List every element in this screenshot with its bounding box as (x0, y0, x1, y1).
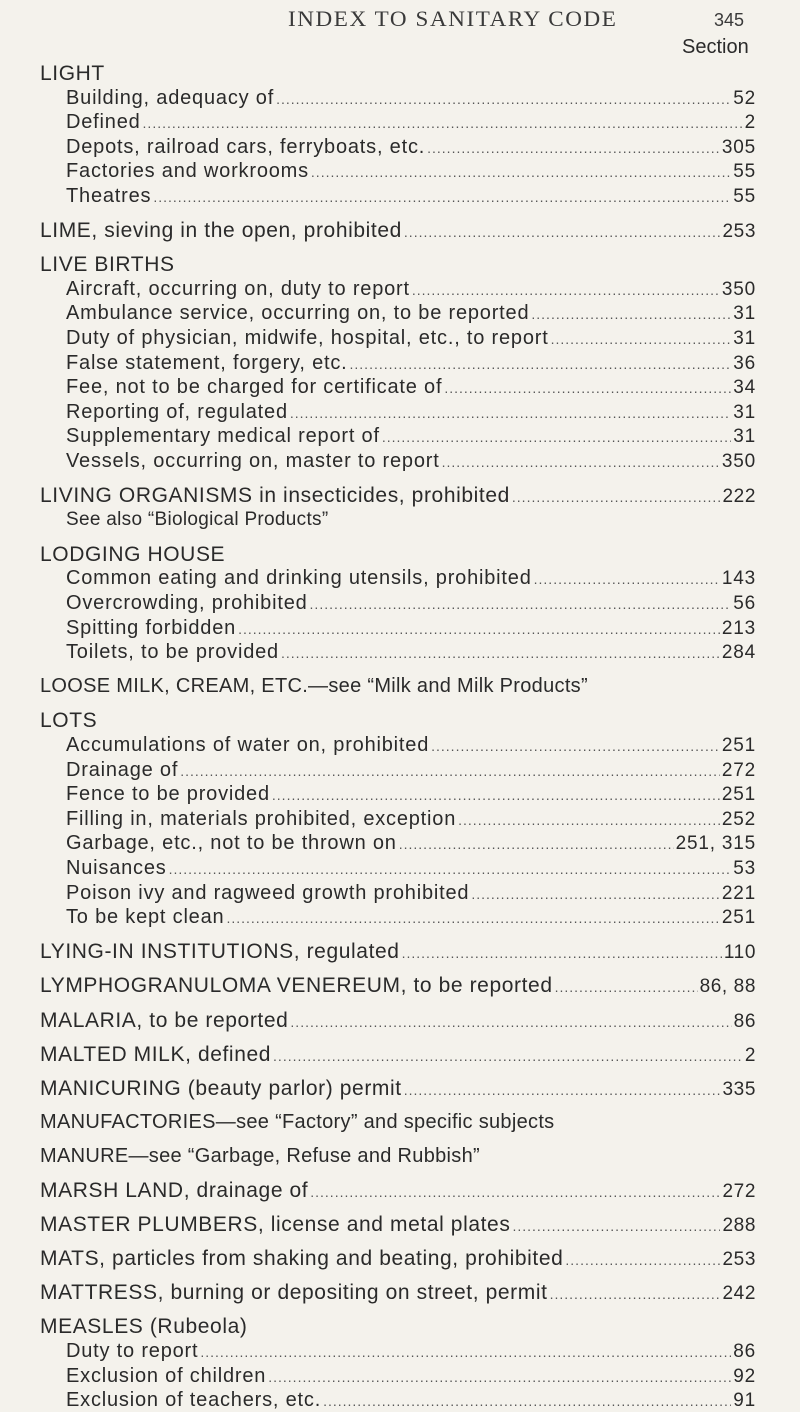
dot-leader (412, 282, 720, 298)
index-subentry (66, 376, 756, 399)
dot-leader (399, 836, 674, 852)
dot-leader (281, 645, 720, 661)
dot-leader (169, 861, 732, 877)
running-title: INDEX TO SANITARY CODE (288, 6, 618, 31)
index-heading-cross-reference: LOOSE MILK, CREAM, ETC.—see “Milk and Milk Products” (40, 675, 588, 698)
entry-label: MANICURING (beauty parlor) permit (40, 1076, 402, 1100)
entry-label: Duty to report (66, 1340, 199, 1362)
entry-label: Nuisances (66, 857, 167, 879)
dot-leader (290, 1014, 731, 1030)
entry-label: Overcrowding, prohibited (66, 592, 308, 614)
entry-label: Defined (66, 111, 141, 134)
dot-leader (180, 763, 720, 779)
entry-label: MARSH LAND, drainage of (40, 1179, 309, 1202)
running-head (0, 6, 800, 34)
index-subentry (66, 302, 756, 325)
dot-leader (310, 1184, 720, 1200)
entry-label: Ambulance service, occurring on, to be reported (66, 302, 530, 325)
section-reference: 36 (733, 352, 756, 374)
dot-leader (427, 140, 720, 156)
index-subentry (66, 857, 756, 880)
page-number: 345 (714, 10, 745, 30)
entry-label: MASTER PLUMBERS, license and metal plates (40, 1213, 511, 1237)
index-heading (40, 219, 756, 243)
index-subentry (66, 617, 756, 640)
dot-leader (531, 306, 731, 322)
index-heading: LOTS (40, 709, 98, 733)
section-reference: 56 (733, 593, 756, 614)
cross-reference: See also “Biological Products” (66, 508, 329, 530)
entry-label: Toilets, to be provided (66, 641, 279, 664)
dot-leader (143, 115, 743, 131)
section-reference: 143 (721, 568, 756, 590)
index-heading (40, 974, 756, 998)
dot-leader (534, 571, 720, 587)
index-subentry (66, 327, 756, 350)
section-reference: 86 (733, 1341, 756, 1362)
dot-leader (442, 454, 720, 470)
entry-label: MATS, particles from shaking and beating, prohibited (40, 1247, 564, 1271)
section-reference: 350 (721, 278, 756, 300)
section-reference: 52 (733, 87, 756, 109)
index-subentry (66, 450, 756, 473)
entry-label: Spitting forbidden (66, 616, 237, 639)
entry-label: Exclusion of children (66, 1364, 267, 1387)
entry-label: LYING-IN INSTITUTIONS, regulated (40, 940, 400, 964)
entry-label: Filling in, materials prohibited, exception (66, 807, 457, 830)
index-heading-cross-reference: MANURE—see “Garbage, Refuse and Rubbish” (40, 1144, 480, 1167)
index-subentry (66, 425, 756, 448)
index-heading (40, 1281, 756, 1305)
index-heading: MEASLES (Rubeola) (40, 1315, 248, 1339)
entry-label: Duty of physician, midwife, hospital, etc., to report (66, 327, 549, 349)
section-reference: 335 (722, 1078, 756, 1100)
index-heading (40, 1179, 756, 1203)
index-subentry (66, 567, 756, 590)
entry-label: MALARIA, to be reported (40, 1008, 289, 1032)
index-subentry (66, 160, 756, 183)
section-reference: 284 (721, 642, 756, 664)
entry-label: Exclusion of teachers, etc. (66, 1389, 322, 1412)
section-reference: 253 (722, 1249, 756, 1271)
dot-leader (555, 979, 698, 995)
entry-label: LIME, sieving in the open, prohibited (40, 219, 402, 243)
index-subentry (66, 185, 756, 208)
section-reference: 31 (733, 401, 756, 423)
dot-leader (323, 1393, 731, 1409)
section-reference: 2 (744, 1044, 756, 1066)
dot-leader (350, 356, 732, 372)
index-heading (40, 1043, 756, 1067)
dot-leader (238, 621, 720, 637)
entry-label: Poison ivy and ragweed growth prohibited (66, 881, 470, 904)
index-subentry (66, 1365, 756, 1388)
index-heading (40, 484, 756, 508)
dot-leader (444, 380, 731, 396)
index-heading-cross-reference: MANUFACTORIES—see “Factory” and specific subjects (40, 1110, 555, 1133)
section-reference: 288 (722, 1215, 756, 1237)
index-subentry (66, 882, 756, 905)
dot-leader (276, 91, 731, 107)
section-reference: 252 (721, 808, 756, 830)
section-reference: 222 (722, 486, 756, 508)
entry-label: Building, adequacy of (66, 86, 275, 109)
section-reference: 34 (733, 377, 756, 399)
entry-label: Fee, not to be charged for certificate of (66, 376, 443, 399)
dot-leader (290, 405, 731, 421)
section-reference: 55 (733, 161, 756, 183)
index-subentry (66, 641, 756, 664)
dot-leader (272, 787, 720, 803)
dot-leader (431, 738, 720, 754)
index-heading (40, 940, 756, 964)
index-subentry (66, 401, 756, 424)
dot-leader (402, 945, 722, 961)
index-heading (40, 1077, 756, 1101)
section-reference: 31 (733, 328, 756, 349)
index-heading (40, 1009, 756, 1033)
section-reference: 253 (722, 221, 756, 243)
index-subentry (66, 352, 756, 375)
section-reference: 350 (721, 451, 756, 472)
index-subentry (66, 808, 756, 831)
dot-leader (273, 1048, 743, 1064)
index-subentry (66, 1389, 756, 1412)
index-subentry (66, 111, 756, 134)
section-reference: 110 (723, 942, 756, 964)
section-reference: 251 (721, 735, 756, 756)
dot-leader (458, 812, 720, 828)
section-reference: 305 (721, 136, 756, 158)
section-reference: 242 (722, 1283, 756, 1305)
entry-label: MALTED MILK, defined (40, 1042, 272, 1066)
dot-leader (310, 596, 732, 612)
index-heading (40, 1247, 756, 1271)
dot-leader (153, 189, 731, 205)
index-subentry (66, 136, 756, 159)
section-reference: 221 (721, 882, 756, 904)
index-subentry (66, 759, 756, 782)
index-heading: LIVE BIRTHS (40, 253, 175, 277)
dot-leader (404, 1082, 721, 1098)
dot-leader (551, 331, 732, 347)
dot-leader (382, 429, 731, 445)
section-reference: 251 (721, 784, 756, 806)
section-reference: 251 (721, 907, 756, 929)
index-subentry (66, 832, 756, 855)
entry-label: Depots, railroad cars, ferryboats, etc. (66, 135, 426, 158)
index-subentry (66, 592, 756, 615)
section-reference: 251, 315 (675, 833, 756, 855)
entry-label: Factories and workrooms (66, 160, 309, 183)
entry-label: LIVING ORGANISMS in insecticides, prohibited (40, 484, 510, 508)
entry-label: LYMPHOGRANULOMA VENEREUM, to be reported (40, 974, 553, 998)
entry-label: Theatres (66, 185, 152, 207)
entry-label: Garbage, etc., not to be thrown on (66, 832, 397, 855)
entry-label: Vessels, occurring on, master to report (66, 450, 440, 472)
entry-label: Drainage of (66, 758, 179, 781)
entry-label: MATTRESS, burning or depositing on street, permit (40, 1281, 548, 1305)
entry-label: Aircraft, occurring on, duty to report (66, 277, 410, 300)
section-reference: 86 (733, 1010, 756, 1032)
section-reference: 31 (733, 303, 756, 325)
dot-leader (471, 886, 720, 902)
section-reference: 92 (733, 1365, 756, 1387)
section-reference: 272 (721, 759, 756, 781)
entry-label: Common eating and drinking utensils, prohibited (66, 567, 532, 590)
section-column-label: Section (682, 36, 749, 58)
entry-label: False statement, forgery, etc. (66, 351, 348, 374)
section-reference: 31 (733, 426, 756, 448)
entry-label: Supplementary medical report of (66, 425, 380, 448)
index-subentry (66, 1340, 756, 1363)
entry-label: Fence to be provided (66, 783, 270, 806)
index-subentry (66, 734, 756, 757)
entry-label: Reporting of, regulated (66, 400, 288, 423)
dot-leader (311, 164, 731, 180)
section-reference: 91 (733, 1390, 756, 1412)
dot-leader (550, 1286, 721, 1302)
section-reference: 55 (733, 186, 756, 207)
section-reference: 272 (722, 1181, 756, 1202)
entry-label: Accumulations of water on, prohibited (66, 734, 430, 756)
dot-leader (512, 489, 721, 505)
dot-leader (226, 910, 719, 926)
section-reference: 53 (733, 858, 756, 879)
dot-leader (200, 1344, 731, 1360)
section-reference: 2 (744, 112, 756, 134)
index-subentry (66, 783, 756, 806)
index-heading: LIGHT (40, 62, 105, 85)
index-heading (40, 1213, 756, 1237)
index-subentry (66, 87, 756, 110)
section-reference: 213 (721, 617, 756, 639)
dot-leader (404, 224, 721, 240)
dot-leader (512, 1218, 720, 1234)
entry-label: To be kept clean (66, 906, 225, 929)
index-heading: LODGING HOUSE (40, 542, 226, 566)
index-subentry (66, 906, 756, 929)
index-subentry (66, 278, 756, 301)
dot-leader (565, 1252, 720, 1268)
section-reference: 86, 88 (699, 976, 756, 998)
dot-leader (268, 1369, 731, 1385)
